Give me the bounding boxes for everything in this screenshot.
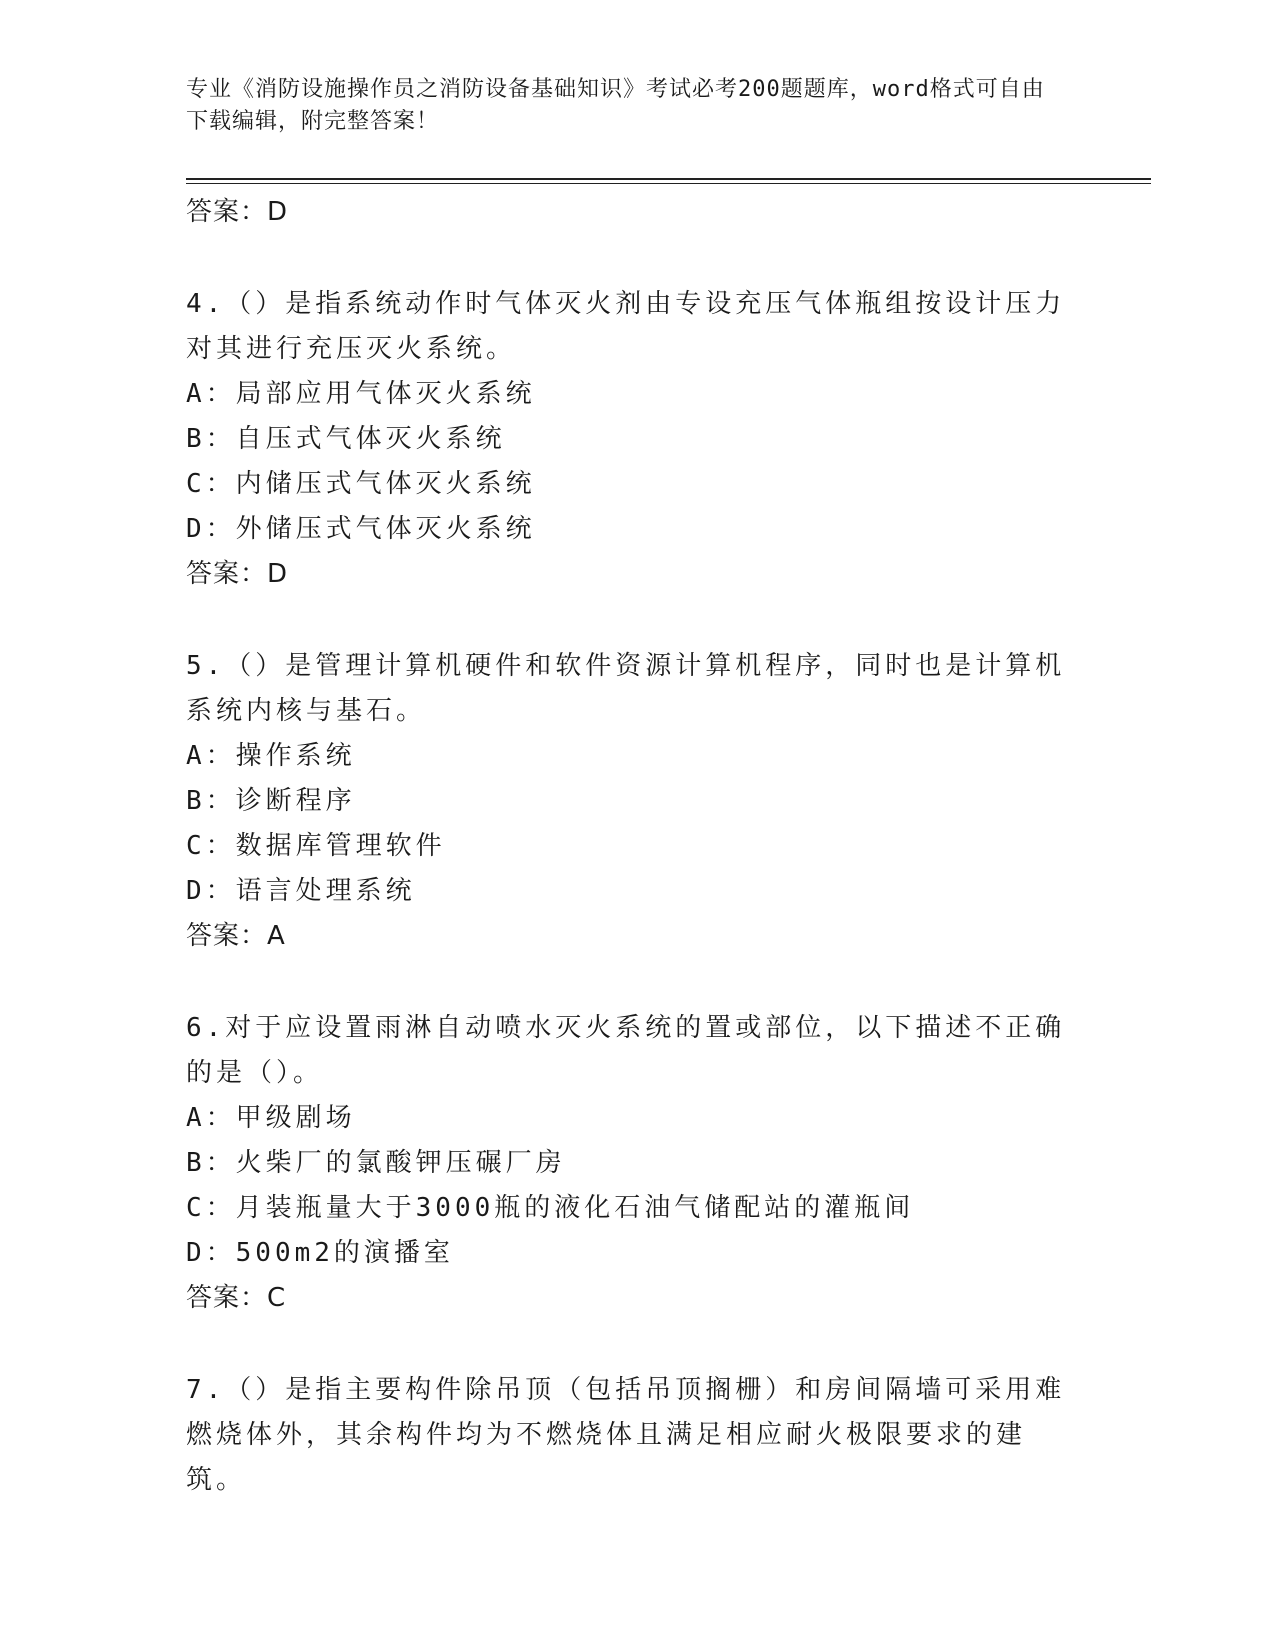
option-c: C：月装瓶量大于3000瓶的液化石油气储配站的灌瓶间 — [186, 1193, 915, 1223]
document-body — [186, 190, 1151, 1503]
answer-line: 答案：A — [186, 921, 286, 951]
question-stem: 6.对于应设置雨淋自动喷水灭火系统的置或部位，以下描述不正确的是（）。 — [186, 1013, 1066, 1088]
question-5 — [186, 644, 1151, 958]
question-stem: 4.（）是指系统动作时气体灭火剂由专设充压气体瓶组按设计压力对其进行充压灭火系统。 — [186, 289, 1066, 364]
option-d: D：500m2的演播室 — [186, 1238, 454, 1268]
header-divider-thin — [186, 183, 1151, 184]
question-stem: 7.（）是指主要构件除吊顶（包括吊顶搁栅）和房间隔墙可采用难燃烧体外，其余构件均为不燃烧体且满足相应耐火极限要求的建筑。 — [186, 1375, 1066, 1495]
question-6 — [186, 1006, 1151, 1320]
option-c: C：数据库管理软件 — [186, 831, 446, 861]
option-a: A：操作系统 — [186, 741, 356, 771]
question-7 — [186, 1368, 1151, 1503]
option-b: B：火柴厂的氯酸钾压碾厂房 — [186, 1148, 566, 1178]
header-divider — [186, 178, 1151, 180]
option-d: D：外储压式气体灭火系统 — [186, 514, 536, 544]
previous-answer: 答案：D — [186, 197, 289, 227]
option-c: C：内储压式气体灭火系统 — [186, 469, 536, 499]
option-d: D：语言处理系统 — [186, 876, 416, 906]
option-b: B：诊断程序 — [186, 786, 356, 816]
question-4 — [186, 282, 1151, 596]
option-a: A：局部应用气体灭火系统 — [186, 379, 536, 409]
answer-line: 答案：C — [186, 1283, 287, 1313]
option-a: A：甲级剧场 — [186, 1103, 356, 1133]
question-stem: 5.（）是管理计算机硬件和软件资源计算机程序，同时也是计算机系统内核与基石。 — [186, 651, 1066, 726]
document-header: 专业《消防设施操作员之消防设备基础知识》考试必考200题题库，word格式可自由下载编辑，附完整答案！ — [186, 77, 1045, 134]
option-b: B：自压式气体灭火系统 — [186, 424, 506, 454]
answer-line: 答案：D — [186, 559, 289, 589]
